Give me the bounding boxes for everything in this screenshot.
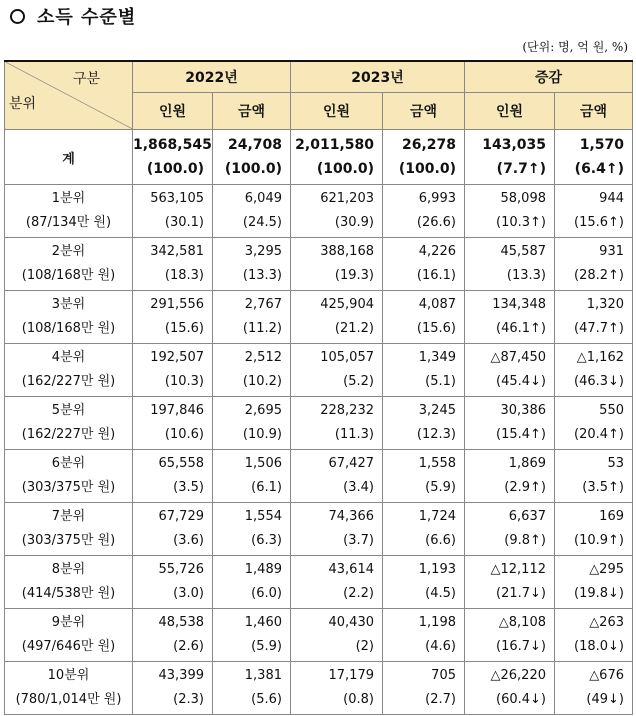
table-cell: 40,430 (2) xyxy=(291,609,383,662)
table-cell: △295 (19.8↓) xyxy=(555,556,633,609)
table-cell: 65,558 (3.5) xyxy=(133,450,213,503)
table-cell: 43,614 (2.2) xyxy=(291,556,383,609)
change-header: 증감 xyxy=(465,61,633,93)
table-cell: 550 (20.4↑) xyxy=(555,397,633,450)
sub-header: 인원 xyxy=(291,93,383,130)
decile-label: 8분위 (414/538만 원) xyxy=(5,556,133,609)
table-cell: 2,767 (11.2) xyxy=(213,291,291,344)
table-cell: 1,349 (5.1) xyxy=(383,344,465,397)
table-row xyxy=(5,662,633,715)
decile-label: 6분위 (303/375만 원) xyxy=(5,450,133,503)
table-cell: 944 (15.6↑) xyxy=(555,185,633,238)
table-cell: 58,098 (10.3↑) xyxy=(465,185,555,238)
table-cell: 1,869 (2.9↑) xyxy=(465,450,555,503)
circle-bullet-icon xyxy=(10,9,25,24)
table-cell: 4,226 (16.1) xyxy=(383,238,465,291)
decile-label: 4분위 (162/227만 원) xyxy=(5,344,133,397)
sub-header: 인원 xyxy=(133,93,213,130)
table-cell: 2,695 (10.9) xyxy=(213,397,291,450)
table-cell: 1,570 (6.4↑) xyxy=(555,130,633,185)
table-row xyxy=(5,397,633,450)
table-cell: 74,366 (3.7) xyxy=(291,503,383,556)
table-cell: 1,554 (6.3) xyxy=(213,503,291,556)
table-cell: △1,162 (46.3↓) xyxy=(555,344,633,397)
table-cell: 563,105 (30.1) xyxy=(133,185,213,238)
table-cell: 4,087 (15.6) xyxy=(383,291,465,344)
table-cell: 197,846 (10.6) xyxy=(133,397,213,450)
sub-header: 금액 xyxy=(383,93,465,130)
decile-label: 2분위 (108/168만 원) xyxy=(5,238,133,291)
table-cell: 55,726 (3.0) xyxy=(133,556,213,609)
table-cell: 705 (2.7) xyxy=(383,662,465,715)
table-cell: 6,049 (24.5) xyxy=(213,185,291,238)
unit-note: (단위: 명, 억 원, %) xyxy=(522,40,628,54)
table-cell: 6,637 (9.8↑) xyxy=(465,503,555,556)
table-cell: 48,538 (2.6) xyxy=(133,609,213,662)
table-cell: 105,057 (5.2) xyxy=(291,344,383,397)
section-title xyxy=(10,4,136,28)
table-cell: 1,320 (47.7↑) xyxy=(555,291,633,344)
table-cell: 1,460 (5.9) xyxy=(213,609,291,662)
total-label: 계 xyxy=(5,130,133,185)
table-cell: 26,278 (100.0) xyxy=(383,130,465,185)
decile-label: 10분위 (780/1,014만 원) xyxy=(5,662,133,715)
table-cell: 3,245 (12.3) xyxy=(383,397,465,450)
table-cell: 67,427 (3.4) xyxy=(291,450,383,503)
table-cell: 1,193 (4.5) xyxy=(383,556,465,609)
table-cell: △12,112 (21.7↓) xyxy=(465,556,555,609)
table-cell: 1,506 (6.1) xyxy=(213,450,291,503)
corner-top-label: 구분 xyxy=(72,71,100,87)
year-header-2022: 2022년 xyxy=(133,61,291,93)
table-cell: 1,724 (6.6) xyxy=(383,503,465,556)
decile-label: 9분위 (497/646만 원) xyxy=(5,609,133,662)
table-cell: 134,348 (46.1↑) xyxy=(465,291,555,344)
sub-header: 인원 xyxy=(465,93,555,130)
corner-header xyxy=(5,61,133,130)
table-cell: 1,198 (4.6) xyxy=(383,609,465,662)
table-cell: 1,868,545 (100.0) xyxy=(133,130,213,185)
table-cell: 169 (10.9↑) xyxy=(555,503,633,556)
table-cell: 931 (28.2↑) xyxy=(555,238,633,291)
sub-header: 금액 xyxy=(555,93,633,130)
table-cell: 291,556 (15.6) xyxy=(133,291,213,344)
table-row xyxy=(5,185,633,238)
table-cell: 67,729 (3.6) xyxy=(133,503,213,556)
table-row xyxy=(5,609,633,662)
table-cell: △87,450 (45.4↓) xyxy=(465,344,555,397)
table-cell: △263 (18.0↓) xyxy=(555,609,633,662)
corner-bottom-label: 분위 xyxy=(9,96,37,112)
decile-label: 1분위 (87/134만 원) xyxy=(5,185,133,238)
table-cell: 143,035 (7.7↑) xyxy=(465,130,555,185)
sub-header: 금액 xyxy=(213,93,291,130)
table-cell: 17,179 (0.8) xyxy=(291,662,383,715)
table-cell: 2,512 (10.2) xyxy=(213,344,291,397)
table-cell: 1,381 (5.6) xyxy=(213,662,291,715)
table-cell: 6,993 (26.6) xyxy=(383,185,465,238)
year-header-2023: 2023년 xyxy=(291,61,465,93)
table-cell: △8,108 (16.7↓) xyxy=(465,609,555,662)
table-cell: △26,220 (60.4↓) xyxy=(465,662,555,715)
table-cell: 3,295 (13.3) xyxy=(213,238,291,291)
table-row xyxy=(5,238,633,291)
income-level-table xyxy=(4,60,633,715)
table-cell: 2,011,580 (100.0) xyxy=(291,130,383,185)
table-row xyxy=(5,503,633,556)
table-cell: 192,507 (10.3) xyxy=(133,344,213,397)
table-row xyxy=(5,291,633,344)
table-cell: 24,708 (100.0) xyxy=(213,130,291,185)
table-cell: 53 (3.5↑) xyxy=(555,450,633,503)
table-cell: 388,168 (19.3) xyxy=(291,238,383,291)
table-cell: 228,232 (11.3) xyxy=(291,397,383,450)
table-cell: 30,386 (15.4↑) xyxy=(465,397,555,450)
table-cell: △676 (49↓) xyxy=(555,662,633,715)
decile-label: 7분위 (303/375만 원) xyxy=(5,503,133,556)
table-cell: 43,399 (2.3) xyxy=(133,662,213,715)
title-text: 소득 수준별 xyxy=(37,7,137,28)
table-cell: 425,904 (21.2) xyxy=(291,291,383,344)
table-row xyxy=(5,450,633,503)
table-cell: 621,203 (30.9) xyxy=(291,185,383,238)
table-cell: 342,581 (18.3) xyxy=(133,238,213,291)
table-cell: 1,489 (6.0) xyxy=(213,556,291,609)
table-row xyxy=(5,344,633,397)
table-cell: 1,558 (5.9) xyxy=(383,450,465,503)
table-cell: 45,587 (13.3) xyxy=(465,238,555,291)
decile-label: 3분위 (108/168만 원) xyxy=(5,291,133,344)
decile-label: 5분위 (162/227만 원) xyxy=(5,397,133,450)
total-row xyxy=(5,130,633,185)
table-row xyxy=(5,556,633,609)
